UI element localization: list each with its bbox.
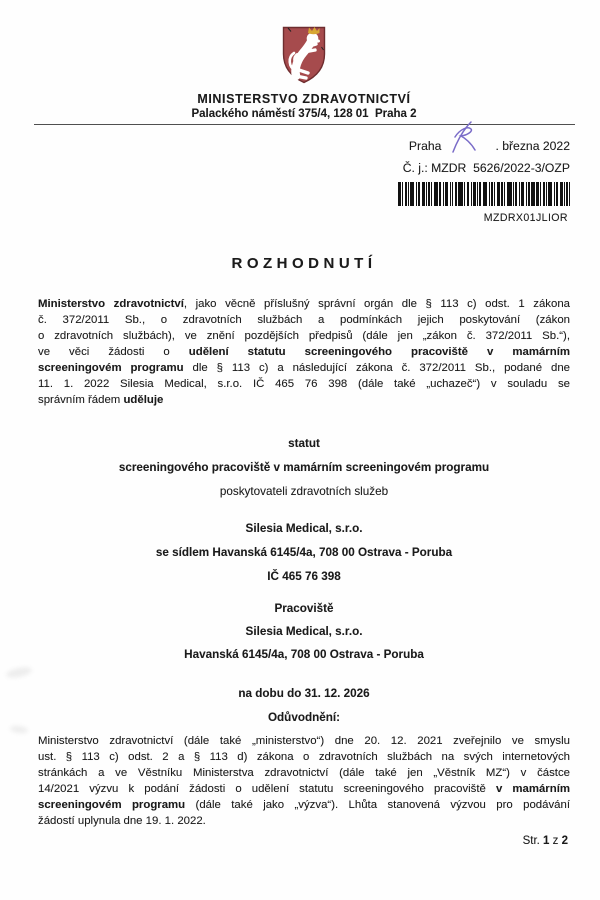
paragraph-line: o zdravotních službách), ve znění pozdějších předpisů (dále jen „zákon č. 372/2011 Sb.“), [38, 330, 570, 342]
paragraph-line: ust. § 113 c) odst. 2 a § 113 d) zákona o zdravotních službách na svých internetových [38, 751, 570, 763]
city-label: Praha [408, 139, 442, 153]
header-rule [34, 124, 575, 125]
meta-block [38, 138, 570, 176]
handwritten-day-mark [441, 140, 495, 150]
provider-name: Silesia Medical, s.r.o. [245, 522, 363, 535]
paragraph-line: č. 372/2011 Sb., o zdravotních službách a podmínkách jejich poskytování (zákon [38, 314, 570, 326]
decision-paragraph [38, 296, 570, 408]
paragraph-line: Ministerstvo zdravotnictví, jako věcně příslušný správní orgán dle § 113 c) odst. 1 zákona [38, 298, 570, 310]
workplace-block [38, 601, 570, 662]
paragraph-line: 14/2021 výzvu k podání žádosti o udělení statutu screeningového pracoviště v mamárním [38, 783, 570, 795]
paragraph-line: 11. 1. 2022 Silesia Medical, s.r.o. IČ 465 76 398 (dále také „uchazeč“) v souladu se [38, 378, 570, 390]
workplace-heading: Pracoviště [274, 602, 334, 615]
czech-coat-of-arms-icon [281, 26, 327, 84]
statut-line2: screeningového pracoviště v mamárním screeningovém programu [118, 461, 490, 474]
ministry-name: MINISTERSTVO ZDRAVOTNICTVÍ [197, 92, 411, 106]
barcode-icon [398, 182, 570, 206]
workplace-name: Silesia Medical, s.r.o. [245, 625, 363, 638]
validity-period: na dobu do 31. 12. 2026 [238, 687, 370, 700]
provider-ic: IČ 465 76 398 [267, 570, 341, 583]
barcode-block [38, 182, 570, 224]
document-title: ROZHODNUTÍ [231, 255, 377, 272]
provider-block [38, 521, 570, 584]
reference-number: Č. j.: MZDR 5626/2022-3/OZP [402, 161, 570, 175]
page-number: Str. 1 z 2 [522, 835, 568, 847]
paragraph-line: screeningovém programu (dále také jako „výzva“). Lhůta stanovená výzvou pro podávání [38, 799, 570, 811]
paragraph-line: screeningovém programu dle § 113 c) a následující zákona č. 372/2011 Sb., podané dne [38, 362, 570, 374]
paragraph-line: žádostí uplynula dne 19. 1. 2022. [38, 815, 206, 827]
barcode-text: MZDRX01JLIOR [483, 212, 568, 224]
justification-paragraph [38, 733, 570, 829]
justification-heading: Odůvodnění: [267, 711, 341, 724]
statut-line1: statut [288, 437, 320, 450]
paragraph-line: stránkách a ve Věstníku Ministerstva zdravotnictví (dále také jen „Věstník MZ“) v částce [38, 767, 570, 779]
ministry-address: Palackého náměstí 375/4, 128 01 Praha 2 [191, 108, 417, 120]
scan-artifact [5, 665, 32, 679]
date-suffix: . března 2022 [495, 139, 570, 153]
provider-address: se sídlem Havanská 6145/4a, 708 00 Ostrava - Poruba [155, 546, 453, 559]
paragraph-line: ve věci žádosti o udělení statutu screeningového pracoviště v mamárním [38, 346, 570, 358]
statut-line3: poskytovateli zdravotních služeb [219, 485, 389, 498]
workplace-address: Havanská 6145/4a, 708 00 Ostrava - Poruba [184, 648, 424, 661]
statut-block [38, 436, 570, 499]
paragraph-line: Ministerstvo zdravotnictví (dále také „ministerstvo“) dne 20. 12. 2021 zveřejnilo ve smyslu [38, 735, 570, 747]
paragraph-line: správním řádem uděluje [38, 394, 164, 406]
date-line [38, 138, 570, 155]
scan-artifact [10, 725, 29, 734]
